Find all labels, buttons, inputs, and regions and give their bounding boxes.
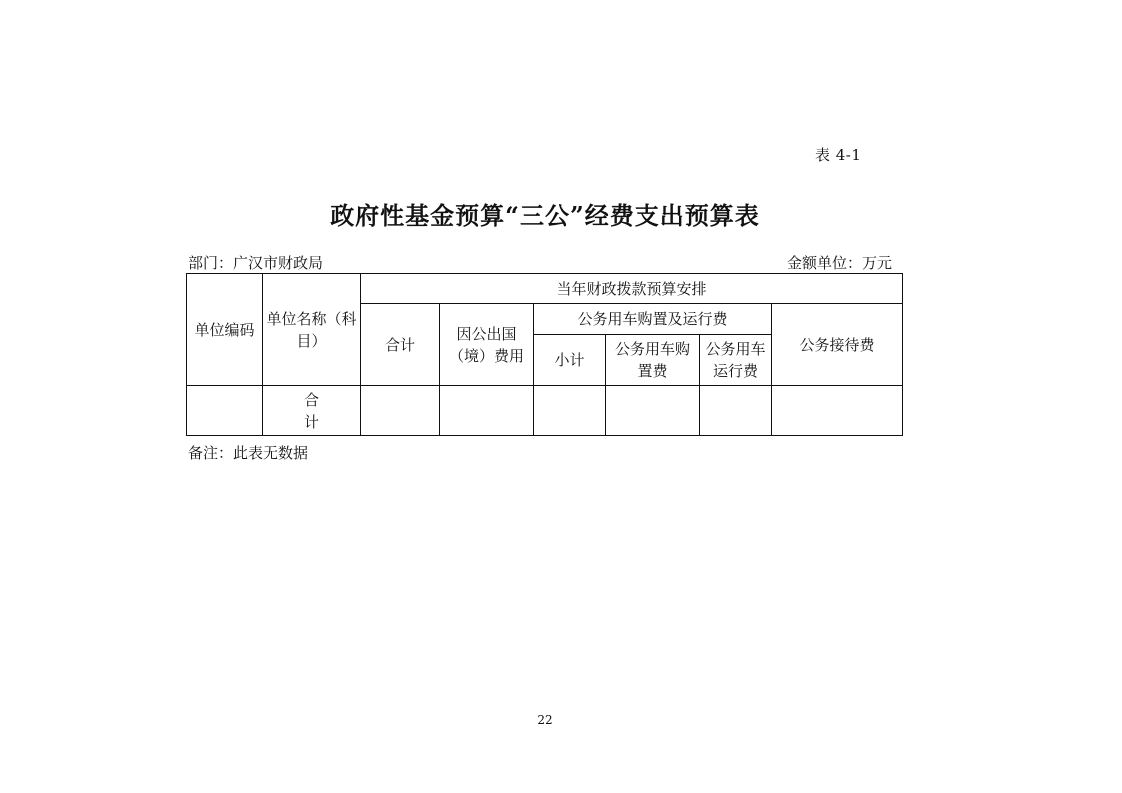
header-vehicle-operation: 公务用车运行费	[700, 335, 772, 386]
cell-reception	[772, 386, 903, 436]
cell-vehicle-operation	[700, 386, 772, 436]
cell-total	[361, 386, 440, 436]
note-text: 备注：此表无数据	[188, 444, 309, 462]
header-budget-group: 当年财政拨款预算安排	[361, 274, 903, 304]
budget-table	[186, 273, 903, 436]
amount-unit-label: 金额单位：万元	[786, 254, 892, 272]
page-number: 22	[537, 713, 553, 727]
cell-vehicle-subtotal	[534, 386, 606, 436]
header-total: 合计	[361, 304, 440, 386]
department-label: 部门：广汉市财政局	[188, 254, 324, 272]
header-vehicle-purchase: 公务用车购置费	[606, 335, 700, 386]
header-unit-name: 单位名称（科目）	[263, 274, 361, 386]
header-vehicle-group: 公务用车购置及运行费	[534, 304, 772, 335]
cell-unit-code	[187, 386, 263, 436]
cell-overseas	[440, 386, 534, 436]
table-row	[187, 386, 903, 436]
document-title: 政府性基金预算“三公”经费支出预算表	[330, 201, 760, 230]
cell-unit-name: 合计	[263, 386, 361, 436]
table-number: 表 4-1	[815, 146, 862, 164]
header-overseas: 因公出国（境）费用	[440, 304, 534, 386]
header-unit-code: 单位编码	[187, 274, 263, 386]
cell-vehicle-purchase	[606, 386, 700, 436]
header-vehicle-subtotal: 小计	[534, 335, 606, 386]
header-reception: 公务接待费	[772, 304, 903, 386]
